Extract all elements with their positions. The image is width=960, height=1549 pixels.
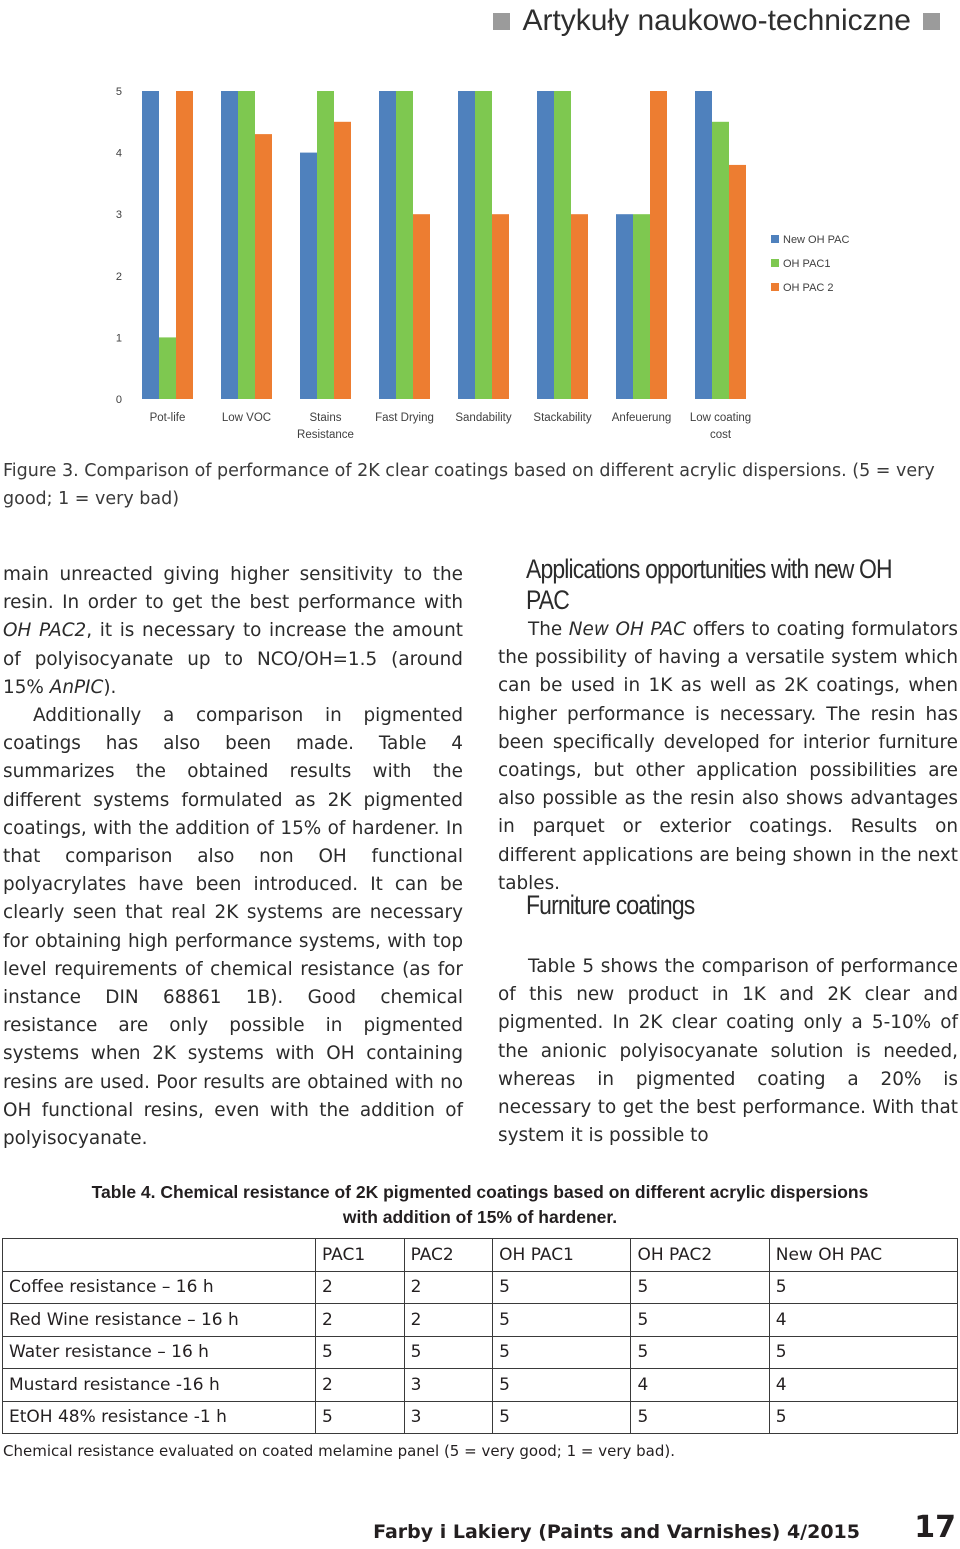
table-cell: 3 <box>404 1401 493 1434</box>
table-header-cell: PAC2 <box>404 1239 493 1272</box>
right-column-2 <box>498 953 958 1150</box>
legend-swatch <box>771 283 779 291</box>
table-cell: Water resistance – 16 h <box>3 1336 316 1369</box>
y-tick-label: 1 <box>115 332 122 345</box>
left-paragraph-2: Additionally a comparison in pigmented coatings has also been made. Table 4 summarizes the obtained results with the different systems formulated as 2K pigmented coatings, with the addition of 15% of hardener. In that comparison also non OH functional polyacrylates have been introduced. It can be clearly seen that real 2K systems are necessary for obtaining high performance systems, with top level requirements of chemical resistance (as for instance DIN 68861 1B). Good chemical resistance are only possible in pigmented systems when 2K systems with OH containing resins are used. Poor results are obtained with no OH functional resins, even with the addition of polyisocyanate. <box>3 705 463 1150</box>
x-tick-label: cost <box>709 429 732 441</box>
table-header-cell: New OH PAC <box>769 1239 957 1272</box>
heading-furniture: Furniture coatings <box>526 890 695 920</box>
legend-swatch <box>771 259 779 267</box>
table-header-cell: PAC1 <box>316 1239 405 1272</box>
bar <box>334 122 351 399</box>
bar <box>317 91 334 399</box>
bar <box>492 214 509 399</box>
bar <box>458 91 475 399</box>
y-tick-label: 0 <box>115 394 122 406</box>
table-cell: Coffee resistance – 16 h <box>3 1271 316 1304</box>
table-cell: 5 <box>493 1369 631 1402</box>
table4 <box>2 1238 958 1434</box>
table-cell: 5 <box>769 1336 957 1369</box>
legend-label: OH PAC1 <box>783 258 831 270</box>
table-header-cell: OH PAC1 <box>493 1239 631 1272</box>
bar <box>142 91 159 399</box>
y-tick-label: 4 <box>115 147 122 160</box>
table-cell: 3 <box>404 1369 493 1402</box>
table-cell: 5 <box>316 1401 405 1434</box>
bar <box>729 165 746 399</box>
table-cell: 5 <box>493 1304 631 1337</box>
table4-title: Table 4. Chemical resistance of 2K pigmented coatings based on different acrylic dispersions with addition of 15% of hardener. <box>91 1182 869 1227</box>
bar <box>176 91 193 399</box>
table-row <box>3 1304 958 1337</box>
left-column <box>3 561 463 1153</box>
right-paragraph-1: The New OH PAC offers to coating formulators the possibility of having a versatile system which can be used in 1K as well as 2K coatings, when higher performance is necessary. The resin has been specifically developed for interior furniture coatings, but other application possibilities are also possible as the resin also shows advantages in parquet or exterior coatings. Results on different applications are being shown in the next tables. <box>498 619 958 894</box>
table-cell: 5 <box>631 1271 769 1304</box>
bar <box>238 91 255 399</box>
table-header-row <box>3 1239 958 1272</box>
y-tick-label: 2 <box>115 270 122 283</box>
section-header <box>481 4 952 38</box>
bar <box>255 134 272 399</box>
y-tick-label: 3 <box>115 209 122 222</box>
table-cell: 5 <box>493 1271 631 1304</box>
x-tick-label: Sandability <box>455 412 512 424</box>
legend-label: New OH PAC <box>783 234 850 246</box>
page-number: 17 <box>914 1510 956 1545</box>
bar <box>300 153 317 399</box>
bar <box>695 91 712 399</box>
x-tick-label: Low coating <box>689 412 752 424</box>
bar <box>633 214 650 399</box>
table-cell: 5 <box>631 1401 769 1434</box>
bar <box>221 91 238 399</box>
bar <box>554 91 571 399</box>
bar <box>650 91 667 399</box>
table-cell: 5 <box>493 1401 631 1434</box>
x-tick-label: Stackability <box>533 412 592 424</box>
bar <box>712 122 729 399</box>
left-paragraph-1: main unreacted giving higher sensitivity to the resin. In order to get the best performance with OH PAC2, it is necessary to increase the amount of polyisocyanate up to NCO/OH=1.5 (around 15% AnPIC). <box>3 564 463 698</box>
bar <box>571 214 588 399</box>
square-bullet-icon <box>493 13 510 30</box>
bar <box>413 214 430 399</box>
table-header-cell <box>3 1239 316 1272</box>
table-cell: 5 <box>631 1336 769 1369</box>
table-cell: 4 <box>769 1304 957 1337</box>
table-cell: 5 <box>493 1336 631 1369</box>
table-row <box>3 1401 958 1434</box>
table-cell: Red Wine resistance – 16 h <box>3 1304 316 1337</box>
right-column <box>498 616 958 898</box>
x-tick-label: Pot-life <box>149 412 186 424</box>
table-cell: 2 <box>404 1304 493 1337</box>
x-tick-label: Fast Drying <box>375 412 434 424</box>
figure-caption: Figure 3. Comparison of performance of 2K clear coatings based on different acrylic dispersions. (5 = very good; 1 = very bad) <box>3 461 935 509</box>
x-tick-label: Anfeuerung <box>611 412 672 424</box>
x-tick-label: Stains <box>309 412 342 424</box>
heading-applications: Applications opportunities with new OH PAC <box>526 554 892 615</box>
table-cell: 5 <box>404 1336 493 1369</box>
bar <box>616 214 633 399</box>
bar <box>475 91 492 399</box>
table-row <box>3 1336 958 1369</box>
legend-label: OH PAC 2 <box>783 282 834 294</box>
table-cell: 5 <box>769 1271 957 1304</box>
table-cell: 2 <box>316 1304 405 1337</box>
table4-note: Chemical resistance evaluated on coated melamine panel (5 = very good; 1 = very bad). <box>3 1442 676 1460</box>
bar <box>159 337 176 399</box>
journal-footer: Farby i Lakiery (Paints and Varnishes) 4/2015 <box>373 1521 860 1543</box>
table-cell: 2 <box>316 1271 405 1304</box>
right-paragraph-2: Table 5 shows the comparison of performance of this new product in 1K and 2K clear and pigmented. In 2K clear coating only a 5-10% of the anionic polyisocyanate solution is needed, whereas in pigmented coating a 20% is necessary to get the best performance. With that system it is possible to <box>498 956 958 1147</box>
table-row <box>3 1369 958 1402</box>
legend-swatch <box>771 235 779 243</box>
bar <box>379 91 396 399</box>
square-bullet-icon <box>923 13 940 30</box>
y-tick-label: 5 <box>115 86 122 98</box>
table-row <box>3 1271 958 1304</box>
table-cell: 5 <box>769 1401 957 1434</box>
table-cell: 4 <box>631 1369 769 1402</box>
table-header-cell: OH PAC2 <box>631 1239 769 1272</box>
x-tick-label: Resistance <box>297 429 354 441</box>
table-cell: 2 <box>316 1369 405 1402</box>
table-cell: 5 <box>316 1336 405 1369</box>
section-title: Artykuły naukowo-techniczne <box>522 4 911 37</box>
table-cell: EtOH 48% resistance -1 h <box>3 1401 316 1434</box>
table-cell: 2 <box>404 1271 493 1304</box>
bar <box>537 91 554 399</box>
table-cell: Mustard resistance -16 h <box>3 1369 316 1402</box>
table-cell: 5 <box>631 1304 769 1337</box>
performance-bar-chart <box>0 75 960 455</box>
bar <box>396 91 413 399</box>
table-cell: 4 <box>769 1369 957 1402</box>
x-tick-label: Low VOC <box>221 412 272 424</box>
